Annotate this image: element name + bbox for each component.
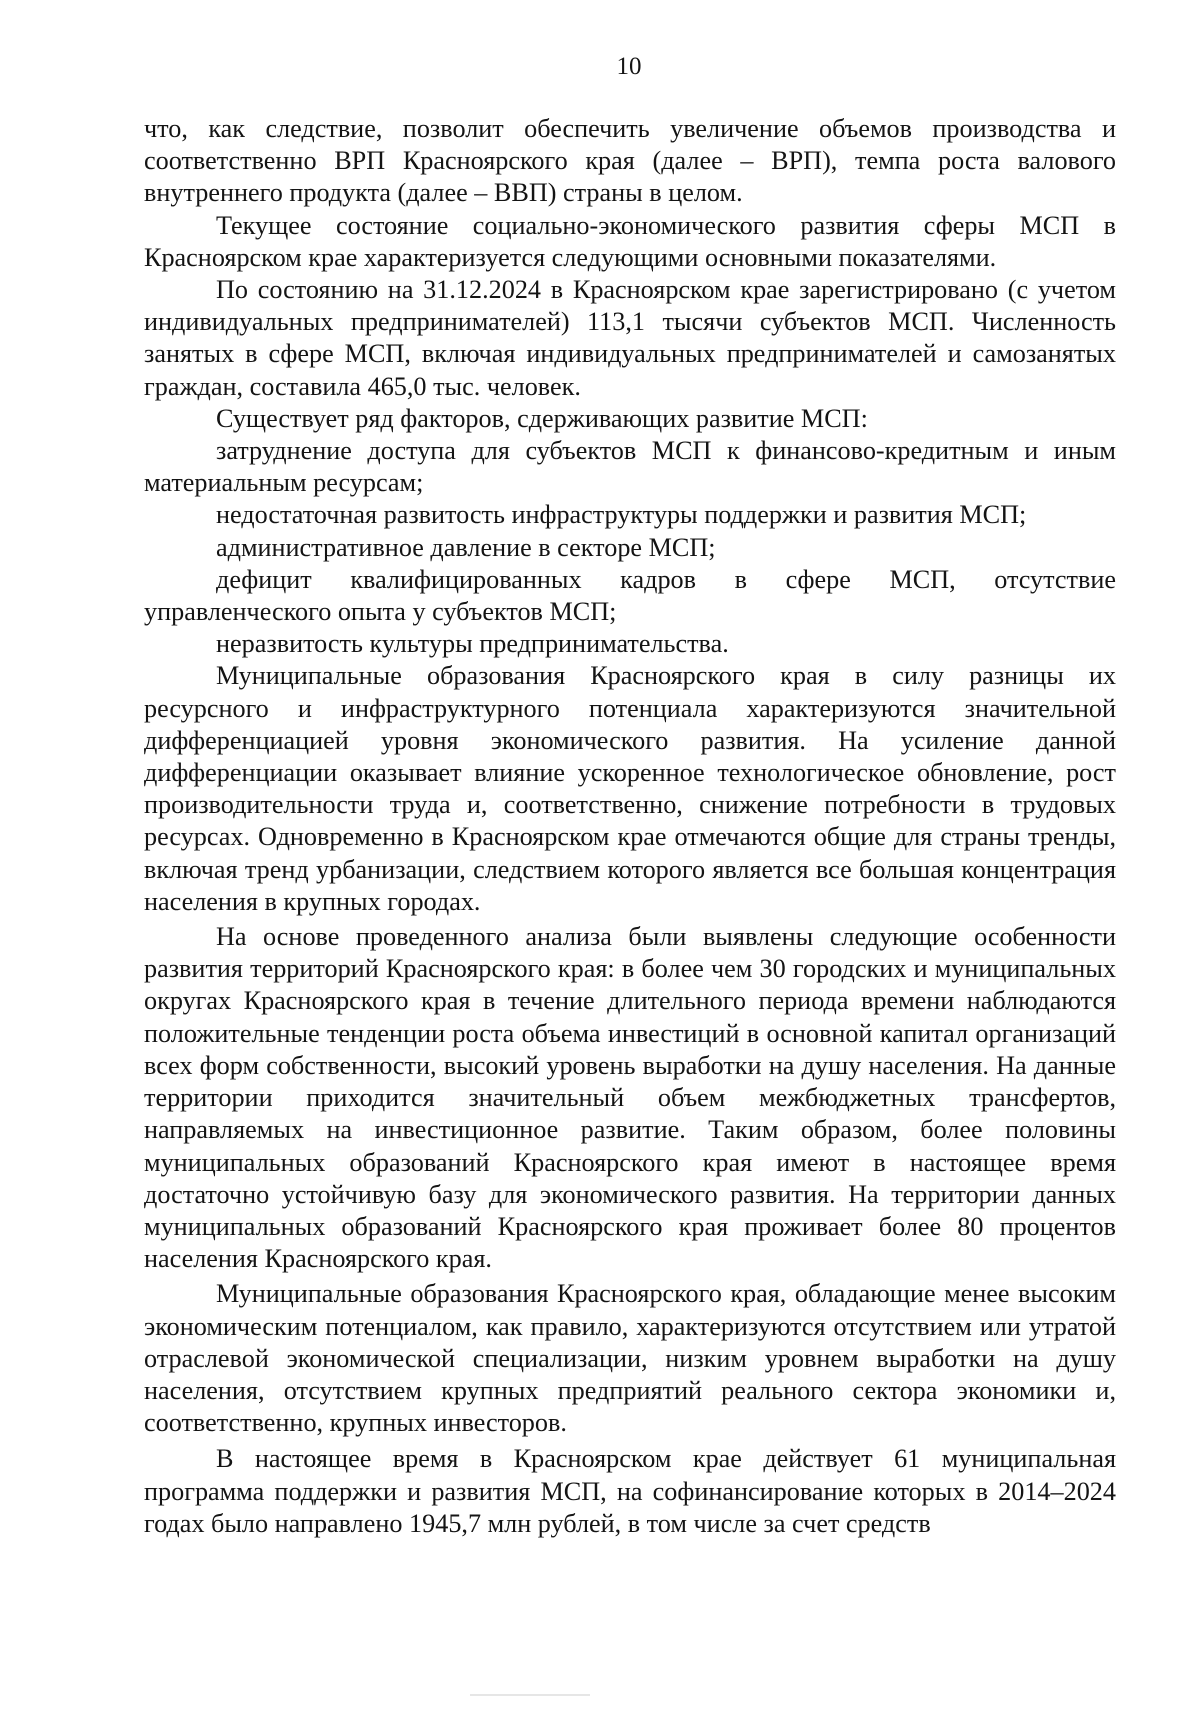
paragraph-registered-smes: По состоянию на 31.12.2024 в Красноярском крае зарегистрировано (с учетом индивидуальных предпринимателей) 113,1 тысячи субъектов МСП. Численность занятых в сфере МСП, включая индивидуальных предпринимателей и самозанятых граждан, составила 465,0 тыс. человек. xyxy=(144,275,1116,401)
paragraph-factor-staff: дефицит квалифицированных кадров в сфере МСП, отсутствие управленческого опыта у субъектов МСП; xyxy=(144,564,1116,627)
paragraph-municipal-differentiation: Муниципальные образования Красноярского края в силу разницы их ресурсного и инфраструктурного потенциала характеризуются значительной дифференциацией уровня экономического развития. На усиление данной дифференциации оказывает влияние ускоренное технологическое обновление, рост производительности труда и, соответственно, снижение потребности в трудовых ресурсах. Одновременно в Красноярском крае отмечаются общие для страны тренды, включая тренд урбанизации, следствием которого является все большая концентрация населения в крупных городах. xyxy=(144,661,1116,916)
paragraph-factor-culture: неразвитость культуры предпринимательства. xyxy=(216,629,729,659)
paragraph-continuation: что, как следствие, позволит обеспечить увеличение объемов производства и соответственно ВРП Красноярского края (далее – ВРП), темпа роста валового внутреннего продукта (далее – ВВП) страны в целом. xyxy=(144,114,1116,208)
document-body xyxy=(144,113,1116,1540)
paragraph-factor-access: затруднение доступа для субъектов МСП к финансово-кредитным и иным материальным ресурсам; xyxy=(144,436,1116,498)
paragraph-analysis-results: На основе проведенного анализа были выявлены следующие особенности развития территорий Красноярского края: в более чем 30 городских и муниципальных округах Красноярского края в течение длительного периода времени наблюдаются положительные тенденции роста объема инвестиций в основной капитал организаций всех форм собственности, высокий уровень выработки на душу населения. На данные территории приходится значительный объем межбюджетных трансфертов, направляемых на инвестиционное развитие. Таким образом, более половины муниципальных образований Красноярского края имеют в настоящее время достаточно устойчивую базу для экономического развития. На территории данных муниципальных образований Красноярского края проживает более 80 процентов населения Красноярского края. xyxy=(144,922,1116,1274)
paragraph-factor-infrastructure: недостаточная развитость инфраструктуры поддержки и развития МСП; xyxy=(216,500,1027,530)
scan-artifact xyxy=(470,1694,590,1696)
paragraph-current-state: Текущее состояние социально-экономического развития сферы МСП в Красноярском крае характеризуется следующими основными показателями. xyxy=(144,210,1116,272)
paragraph-factors-intro: Существует ряд факторов, сдерживающих развитие МСП: xyxy=(216,403,868,433)
page-number: 10 xyxy=(616,53,642,80)
paragraph-factor-pressure: административное давление в секторе МСП; xyxy=(216,532,716,562)
paragraph-low-potential: Муниципальные образования Красноярского края, обладающие менее высоким экономическим потенциалом, как правило, характеризуются отсутствием или утратой отраслевой экономической специализации, низким уровнем выработки на душу населения, отсутствием крупных предприятий реального сектора экономики и, соответственно, крупных инвесторов. xyxy=(144,1279,1116,1438)
paragraph-municipal-programs: В настоящее время в Красноярском крае действует 61 муниципальная программа поддержки и развития МСП, на софинансирование которых в 2014–2024 годах было направлено 1945,7 млн рублей, в том числе за счет средств xyxy=(144,1444,1116,1538)
